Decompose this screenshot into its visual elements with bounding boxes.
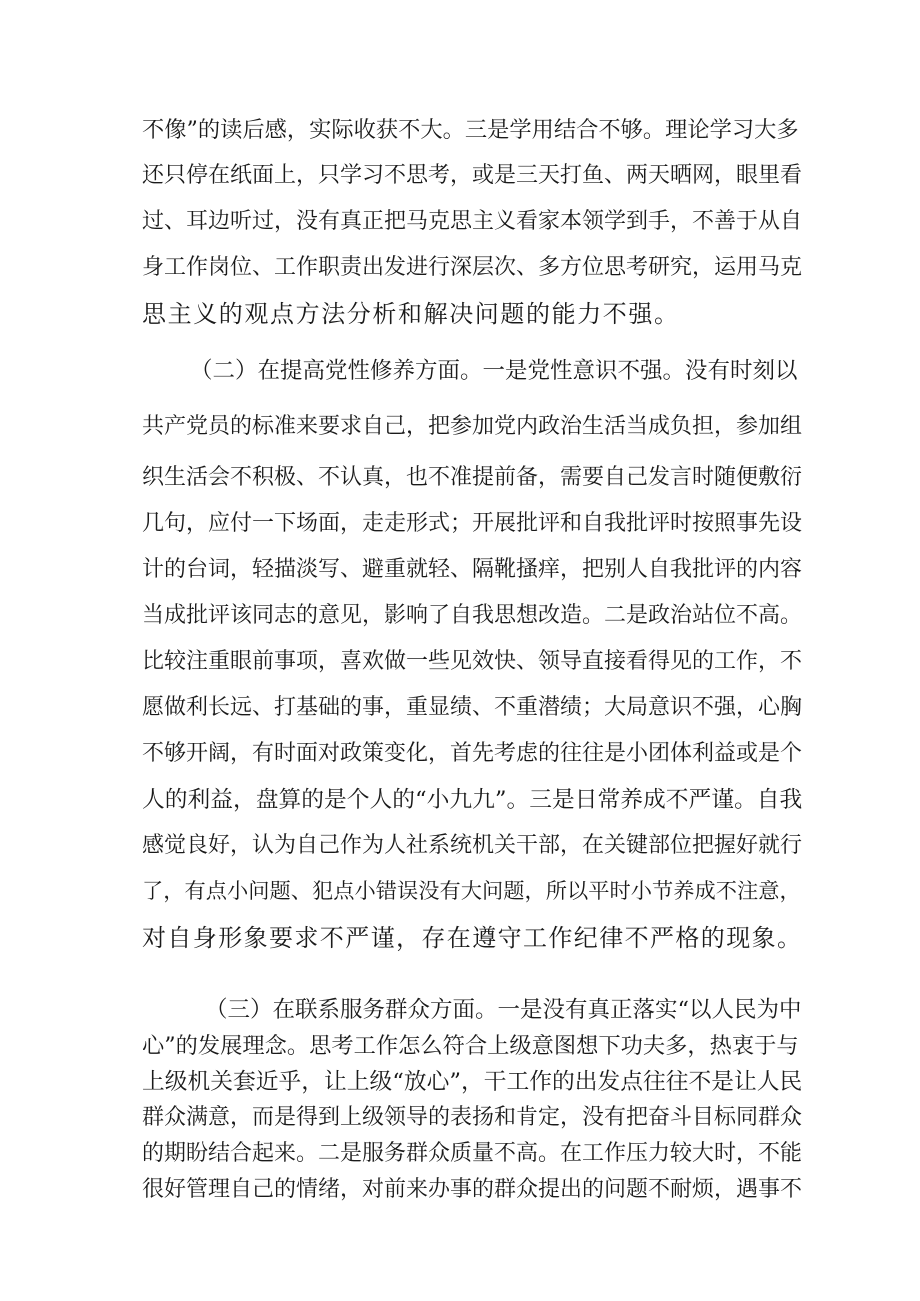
text-line: 愿做利长远、打基础的事，重显绩、不重潜绩；大局意识不强，心胸 <box>142 695 803 720</box>
text-line: 几句，应付一下场面，走走形式；开展批评和自我批评时按照事先设 <box>142 511 803 536</box>
text-line: 了，有点小问题、犯点小错误没有大问题，所以平时小节养成不注意， <box>142 879 801 904</box>
text-line: 对自身形象要求不严谨，存在遵守工作纪律不严格的现象。 <box>142 924 803 952</box>
text-line: 群众满意，而是得到上级领导的表扬和肯定，没有把奋斗目标同群众 <box>142 1105 803 1130</box>
text-line: 人的利益，盘算的是个人的“小九九”。三是日常养成不严谨。自我 <box>142 787 803 813</box>
text-line: 的期盼结合起来。二是服务群众质量不高。在工作压力较大时，不能 <box>142 1141 803 1166</box>
text-line: 比较注重眼前事项，喜欢做一些见效快、领导直接看得见的工作，不 <box>142 649 803 674</box>
text-line: 思主义的观点方法分析和解决问题的能力不强。 <box>142 300 680 328</box>
text-line: 很好管理自己的情绪，对前来办事的群众提出的问题不耐烦，遇事不 <box>142 1177 803 1202</box>
text-line: 上级机关套近乎，让上级“放心”，干工作的出发点往往不是让人民 <box>142 1069 803 1095</box>
text-line: 过、耳边听过，没有真正把马克思主义看家本领学到手，不善于从自 <box>142 209 803 234</box>
text-line: 感觉良好，认为自己作为人社系统机关干部，在关键部位把握好就行 <box>142 833 803 858</box>
text-line: （二）在提高党性修养方面。一是党性意识不强。没有时刻以 <box>190 358 798 384</box>
text-line: 还只停在纸面上，只学习不思考，或是三天打鱼、两天晒网，眼里看 <box>142 163 803 188</box>
text-line: 共产党员的标准来要求自己，把参加党内政治生活当成负担，参加组 <box>142 414 803 439</box>
text-line: 计的台词，轻描淡写、避重就轻、隔靴搔痒，把别人自我批评的内容 <box>142 557 803 582</box>
text-line: 心”的发展理念。思考工作怎么符合上级意图想下功夫多，热衷于与 <box>142 1033 799 1059</box>
text-line: 不像”的读后感，实际收获不大。三是学用结合不够。理论学习大多 <box>142 117 799 143</box>
text-line: 不够开阔，有时面对政策变化，首先考虑的往往是小团体利益或是个 <box>142 741 803 766</box>
text-line: （三）在联系服务群众方面。一是没有真正落实“以人民为中 <box>205 997 802 1023</box>
text-line: 当成批评该同志的意见，影响了自我思想改造。二是政治站位不高。 <box>142 603 803 628</box>
text-line: 身工作岗位、工作职责出发进行深层次、多方位思考研究，运用马克 <box>142 255 803 280</box>
text-line: 织生活会不积极、不认真，也不准提前备，需要自己发言时随便敷衍 <box>142 465 803 490</box>
